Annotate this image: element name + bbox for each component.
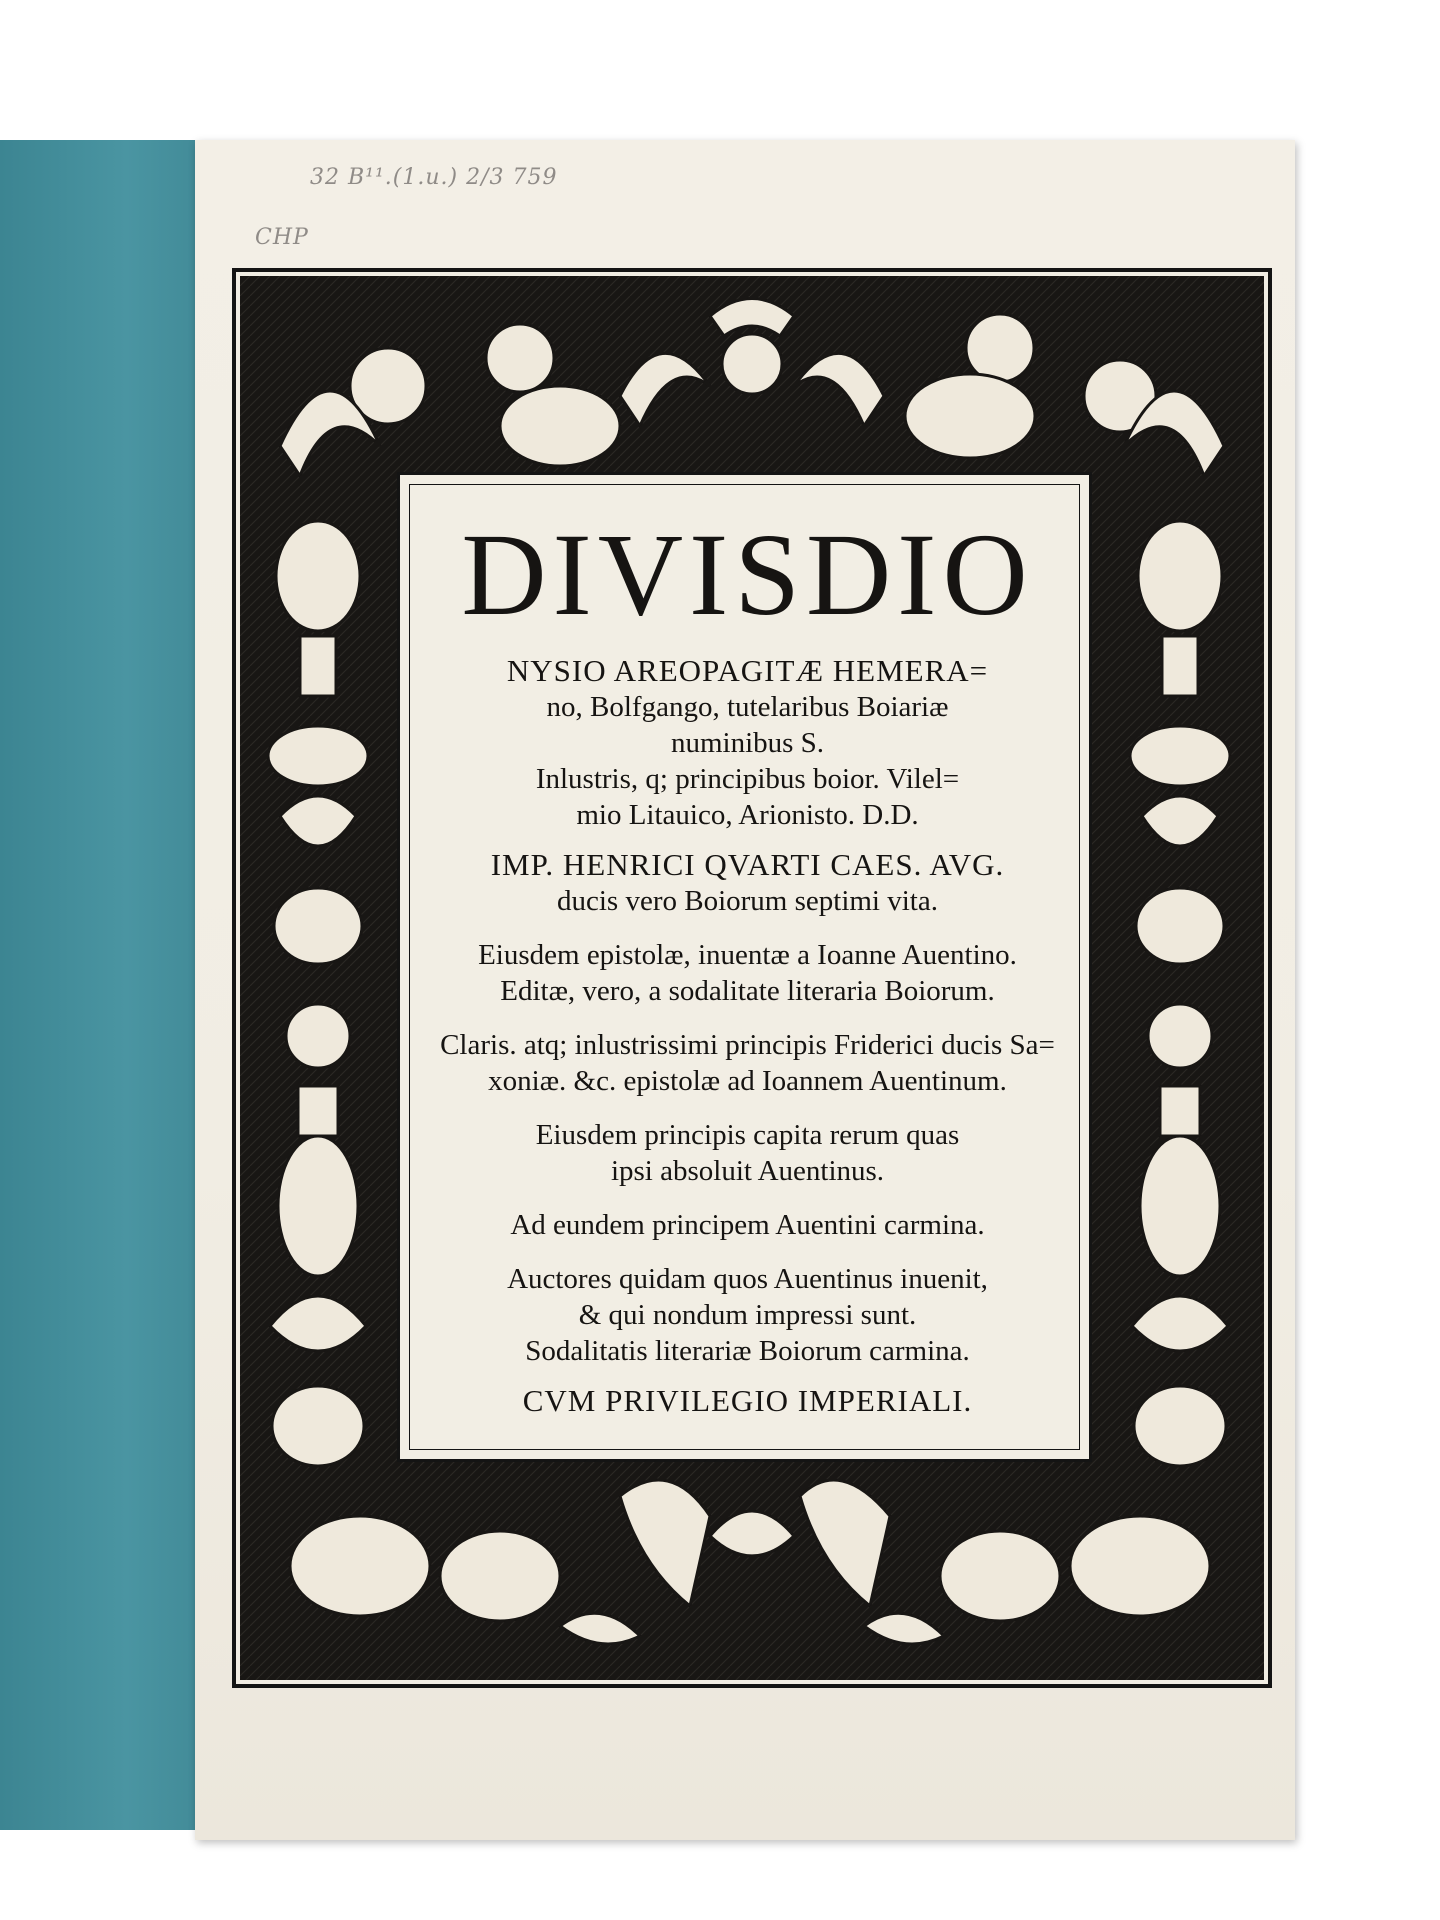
title-line: Ad eundem principem Auentini carmina. [510,1209,985,1241]
title-line: Claris. atq; inlustrissimi principis Friderici ducis Sa= [440,1029,1055,1061]
main-title: DIVISDIO [461,509,1034,640]
title-line: Eiusdem principis capita rerum quas [535,1119,960,1151]
title-line: ducis vero Boiorum septimi vita. [557,885,938,917]
title-line: CVM PRIVILEGIO IMPERIALI. [522,1383,973,1418]
title-line: Sodalitatis literariæ Boiorum carmina. [525,1335,970,1367]
title-line: xoniæ. &c. epistolæ ad Ioannem Auentinum. [488,1065,1007,1097]
title-line: no, Bolfgango, tutelaribus Boiariæ [546,691,949,723]
title-line: Editæ, vero, a sodalitate literaria Boiorum. [500,975,995,1007]
manuscript-shelfmark: 32 B¹¹.(1.u.) 2/3 759 [310,165,558,190]
title-line: mio Litauico, Arionisto. D.D. [576,799,919,831]
title-line: ipsi absoluit Auentinus. [610,1155,885,1187]
title-line: Auctores quidam quos Auentinus inuenit, [507,1263,988,1295]
manuscript-initials: CHP [255,225,309,250]
title-line: NYSIO AREOPAGITÆ HEMERA= [506,653,989,688]
title-line: Eiusdem epistolæ, inuentæ a Ioanne Auentino. [478,939,1017,971]
title-line: numinibus S. [670,727,825,759]
title-line: IMP. HENRICI QVARTI CAES. AVG. [490,847,1005,882]
title-line: & qui nondum impressi sunt. [578,1299,917,1331]
title-text-panel [397,472,1092,1462]
title-line: Inlustris, q; principibus boior. Vilel= [535,763,960,795]
